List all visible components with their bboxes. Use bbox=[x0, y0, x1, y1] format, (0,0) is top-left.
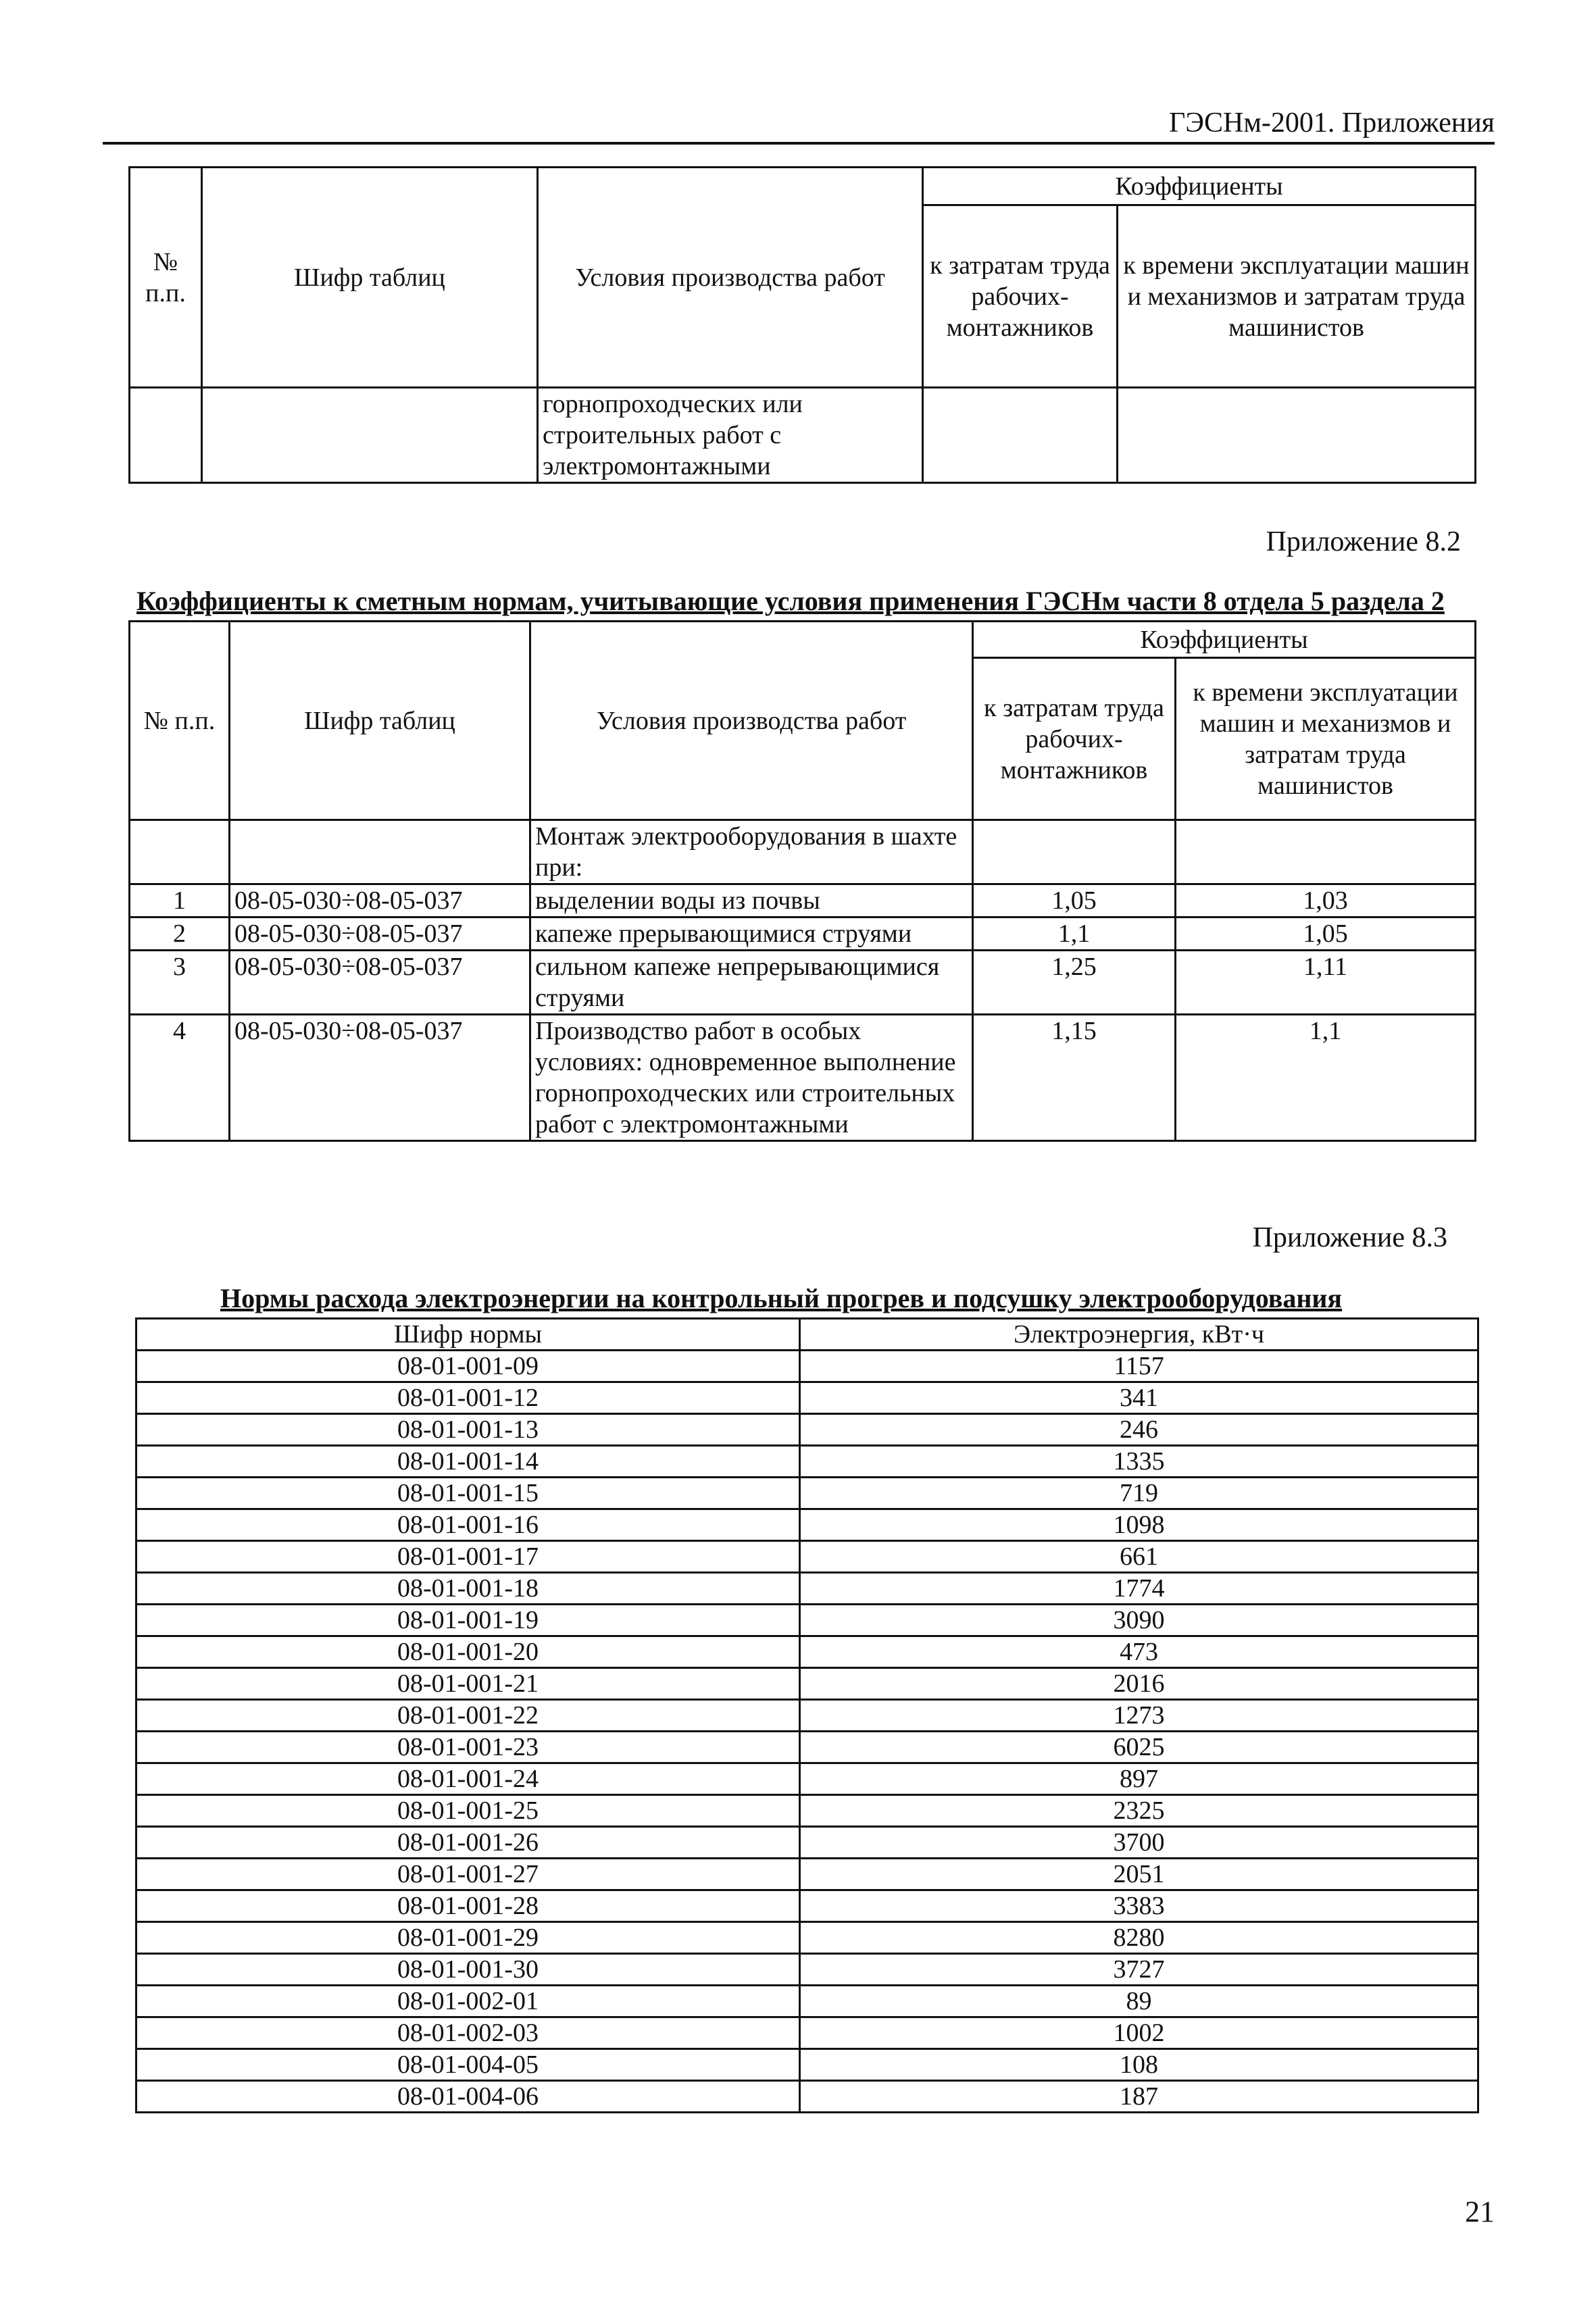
table-cell bbox=[130, 388, 202, 483]
column-header-conditions: Условия производства работ bbox=[530, 622, 973, 820]
table-row bbox=[136, 1859, 1478, 1890]
table-row bbox=[136, 1446, 1478, 1478]
header-divider bbox=[103, 142, 1495, 145]
table-row bbox=[136, 2081, 1478, 2113]
table-cell bbox=[230, 820, 530, 884]
table-cell-machines: 1,03 bbox=[1176, 884, 1476, 917]
table-cell-code: 08-01-001-19 bbox=[136, 1605, 800, 1636]
table-cell-code: 08-01-001-16 bbox=[136, 1509, 800, 1541]
column-header-coefficients: Коэффициенты bbox=[973, 622, 1476, 658]
column-header-num: № п.п. bbox=[130, 168, 202, 388]
table-cell-energy: 661 bbox=[800, 1541, 1478, 1573]
table-cell-num: 3 bbox=[130, 951, 230, 1015]
column-header-labor: к затратам труда рабочих-монтажников bbox=[923, 205, 1118, 388]
table-cell-energy: 1157 bbox=[800, 1351, 1478, 1382]
table-row bbox=[136, 1351, 1478, 1382]
table-cell bbox=[973, 820, 1176, 884]
appendix-title: Коэффициенты к сметным нормам, учитывающие условия применения ГЭСНм части 8 отдела 5 раздела 2 bbox=[136, 586, 1445, 616]
table-cell-energy: 897 bbox=[800, 1763, 1478, 1795]
table-cell-code: 08-01-002-03 bbox=[136, 2017, 800, 2049]
table-cell bbox=[1176, 820, 1476, 884]
table-continued bbox=[128, 166, 1476, 484]
table-row bbox=[136, 1636, 1478, 1668]
page-number: 21 bbox=[1465, 2195, 1495, 2228]
table-cell-labor: 1,25 bbox=[973, 951, 1176, 1015]
table-row bbox=[136, 1414, 1478, 1446]
table-energy bbox=[135, 1317, 1479, 2113]
table-cell-code: 08-01-001-21 bbox=[136, 1668, 800, 1700]
table-cell-code: 08-01-004-06 bbox=[136, 2081, 800, 2113]
table-cell-code: 08-01-001-14 bbox=[136, 1446, 800, 1478]
column-header-code: Шифр таблиц bbox=[230, 622, 530, 820]
table-cell-code: 08-01-001-18 bbox=[136, 1573, 800, 1605]
table-cell-code: 08-01-004-05 bbox=[136, 2049, 800, 2081]
table-cell-conditions: горнопроходческих или строительных работ с электромонтажными bbox=[538, 388, 923, 483]
table-cell-code: 08-01-001-26 bbox=[136, 1827, 800, 1859]
table-row bbox=[130, 388, 1476, 483]
table-cell-energy: 1098 bbox=[800, 1509, 1478, 1541]
table-cell-code: 08-01-001-12 bbox=[136, 1382, 800, 1414]
table-cell-code: 08-01-001-28 bbox=[136, 1890, 800, 1922]
column-header-conditions: Условия производства работ bbox=[538, 168, 923, 388]
table-cell-code: 08-05-030÷08-05-037 bbox=[230, 884, 530, 917]
table-row bbox=[130, 917, 1476, 951]
table-cell-code: 08-01-001-29 bbox=[136, 1922, 800, 1954]
table-cell-code: 08-01-001-15 bbox=[136, 1478, 800, 1509]
table-row bbox=[136, 1605, 1478, 1636]
table-row bbox=[136, 1954, 1478, 1986]
table-cell-code: 08-01-001-30 bbox=[136, 1954, 800, 1986]
table-cell-energy: 2016 bbox=[800, 1668, 1478, 1700]
appendix-label: Приложение 8.3 bbox=[1252, 1222, 1447, 1253]
table-body bbox=[136, 1351, 1478, 2113]
table-row bbox=[136, 1509, 1478, 1541]
table-row bbox=[136, 1573, 1478, 1605]
table-cell-code: 08-01-001-25 bbox=[136, 1795, 800, 1827]
table-row bbox=[136, 1890, 1478, 1922]
table-cell-code: 08-01-001-23 bbox=[136, 1732, 800, 1763]
table-cell-num: 4 bbox=[130, 1015, 230, 1141]
table-cell-conditions: сильном капеже непрерывающимися струями bbox=[530, 951, 973, 1015]
table-row bbox=[136, 2049, 1478, 2081]
appendix-label: Приложение 8.2 bbox=[1266, 526, 1461, 557]
table-row bbox=[136, 1732, 1478, 1763]
table-row bbox=[136, 2017, 1478, 2049]
table-cell-energy: 8280 bbox=[800, 1922, 1478, 1954]
table-row bbox=[136, 1986, 1478, 2017]
table-cell-energy: 89 bbox=[800, 1986, 1478, 2017]
table-cell-code: 08-05-030÷08-05-037 bbox=[230, 951, 530, 1015]
table-cell-energy: 2325 bbox=[800, 1795, 1478, 1827]
table-cell bbox=[130, 820, 230, 884]
table-cell-machines: 1,05 bbox=[1176, 917, 1476, 951]
table-cell-energy: 3700 bbox=[800, 1827, 1478, 1859]
table-row bbox=[136, 1763, 1478, 1795]
column-header-coefficients: Коэффициенты bbox=[923, 168, 1476, 205]
table-row bbox=[130, 884, 1476, 917]
table-row bbox=[136, 1541, 1478, 1573]
table-cell-labor: 1,15 bbox=[973, 1015, 1176, 1141]
table-cell-energy: 719 bbox=[800, 1478, 1478, 1509]
table-row bbox=[136, 1795, 1478, 1827]
table-cell-energy: 473 bbox=[800, 1636, 1478, 1668]
table-cell-energy: 187 bbox=[800, 2081, 1478, 2113]
table-cell-code: 08-01-001-27 bbox=[136, 1859, 800, 1890]
table-row bbox=[136, 1922, 1478, 1954]
table-row bbox=[130, 1015, 1476, 1141]
table-cell-code: 08-01-001-17 bbox=[136, 1541, 800, 1573]
table-cell-conditions: Монтаж электрооборудования в шахте при: bbox=[530, 820, 973, 884]
table-cell-code: 08-05-030÷08-05-037 bbox=[230, 1015, 530, 1141]
table-cell bbox=[202, 388, 538, 483]
table-cell-energy: 1335 bbox=[800, 1446, 1478, 1478]
table-row bbox=[136, 1827, 1478, 1859]
table-cell-code: 08-05-030÷08-05-037 bbox=[230, 917, 530, 951]
column-header-code: Шифр таблиц bbox=[202, 168, 538, 388]
table-cell-energy: 1774 bbox=[800, 1573, 1478, 1605]
table-cell-num: 1 bbox=[130, 884, 230, 917]
column-header-num: № п.п. bbox=[130, 622, 230, 820]
table-cell-energy: 1002 bbox=[800, 2017, 1478, 2049]
table-cell-machines: 1,1 bbox=[1176, 1015, 1476, 1141]
table-cell-code: 08-01-001-20 bbox=[136, 1636, 800, 1668]
table-cell bbox=[1118, 388, 1476, 483]
table-cell-labor: 1,05 bbox=[973, 884, 1176, 917]
page-header-title: ГЭСНм-2001. Приложения bbox=[1168, 107, 1495, 139]
column-header-code: Шифр нормы bbox=[136, 1319, 800, 1351]
table-cell-energy: 3727 bbox=[800, 1954, 1478, 1986]
table-cell-code: 08-01-001-13 bbox=[136, 1414, 800, 1446]
table-cell-energy: 2051 bbox=[800, 1859, 1478, 1890]
table-cell-num: 2 bbox=[130, 917, 230, 951]
appendix-title: Нормы расхода электроэнергии на контрольный прогрев и подсушку электрооборудования bbox=[220, 1283, 1343, 1313]
column-header-labor: к затратам труда рабочих-монтажников bbox=[973, 658, 1176, 820]
table-cell-energy: 6025 bbox=[800, 1732, 1478, 1763]
table-row bbox=[136, 1478, 1478, 1509]
table-cell bbox=[923, 388, 1118, 483]
column-header-energy: Электроэнергия, кВт·ч bbox=[800, 1319, 1478, 1351]
table-cell-energy: 246 bbox=[800, 1414, 1478, 1446]
table-cell-code: 08-01-001-24 bbox=[136, 1763, 800, 1795]
column-header-machines: к времени эксплуатации машин и механизмов и затратам труда машинистов bbox=[1118, 205, 1476, 388]
table-row bbox=[130, 820, 1476, 884]
table-row bbox=[136, 1668, 1478, 1700]
table-row bbox=[130, 951, 1476, 1015]
table-cell-conditions: Производство работ в особых условиях: одновременное выполнение горнопроходческих или строительных работ с электромонтажными bbox=[530, 1015, 973, 1141]
table-cell-energy: 1273 bbox=[800, 1700, 1478, 1732]
table-cell-conditions: выделении воды из почвы bbox=[530, 884, 973, 917]
table-cell-labor: 1,1 bbox=[973, 917, 1176, 951]
table-cell-conditions: капеже прерывающимися струями bbox=[530, 917, 973, 951]
table-cell-energy: 341 bbox=[800, 1382, 1478, 1414]
table-row bbox=[136, 1700, 1478, 1732]
table-cell-code: 08-01-001-09 bbox=[136, 1351, 800, 1382]
table-row bbox=[136, 1382, 1478, 1414]
column-header-machines: к времени эксплуатации машин и механизмов и затратам труда машинистов bbox=[1176, 658, 1476, 820]
table-cell-machines: 1,11 bbox=[1176, 951, 1476, 1015]
table-cell-energy: 3090 bbox=[800, 1605, 1478, 1636]
table-cell-code: 08-01-002-01 bbox=[136, 1986, 800, 2017]
table-cell-energy: 108 bbox=[800, 2049, 1478, 2081]
table-cell-energy: 3383 bbox=[800, 1890, 1478, 1922]
table-coefficients bbox=[128, 620, 1476, 1142]
table-cell-code: 08-01-001-22 bbox=[136, 1700, 800, 1732]
